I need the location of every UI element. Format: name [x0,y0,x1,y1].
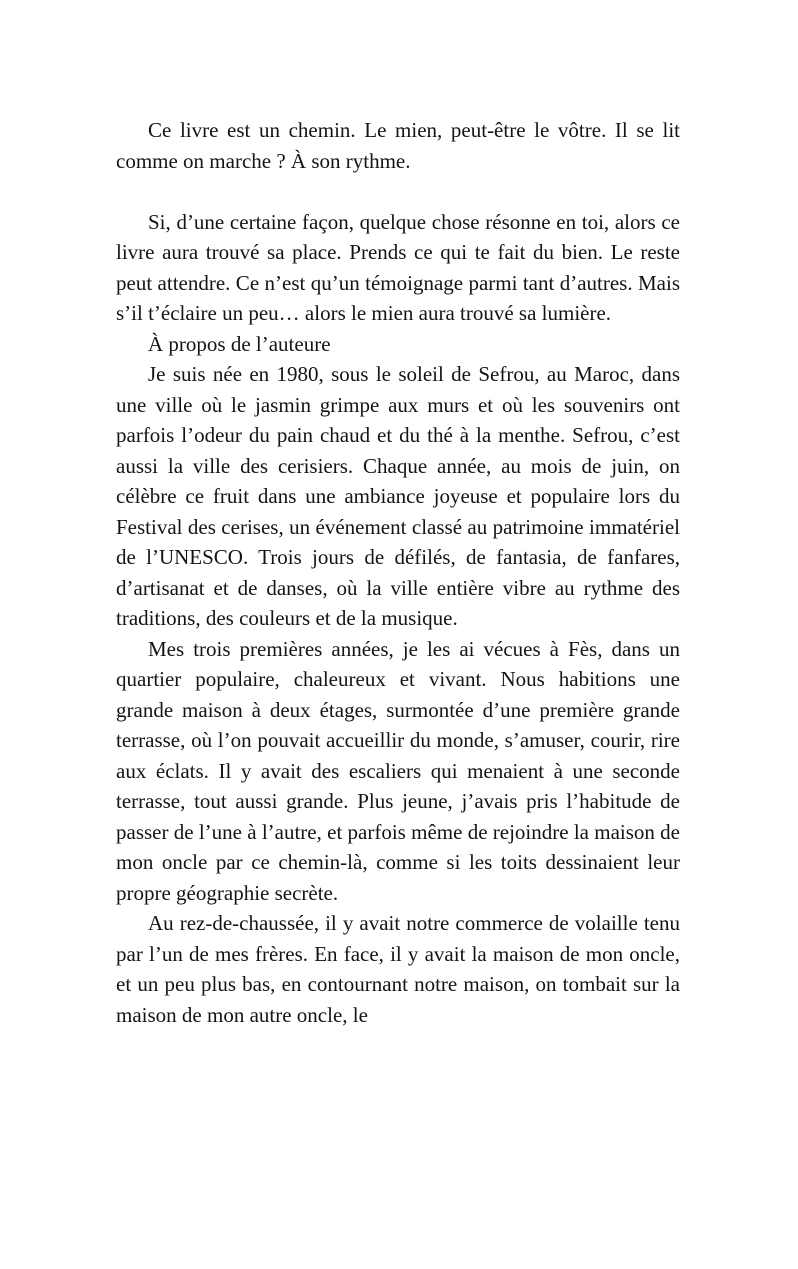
section-heading-about-author: À propos de l’auteure [148,331,331,356]
paragraph-gap [116,176,680,207]
page-text [116,115,680,1030]
paragraph-birth-sefrou: Je suis née en 1980, sous le soleil de Sefrou, au Maroc, dans une ville où le jasmin grimpe aux murs et où les souvenirs ont parfois l’odeur du pain chaud et du thé à la menthe. Sefrou, c’est aussi la ville des cerisiers. Chaque année, au mois de juin, on célèbre ce fruit dans une ambiance joyeuse et populaire lors du Festival des cerises, un événement classé au patrimoine immatériel de l’UNESCO. Trois jours de défilés, de fantasia, de fanfares, d’artisanat et de danses, où la ville entière vibre au rythme des traditions, des couleurs et de la musique. [116,362,680,630]
paragraph-intro: Ce livre est un chemin. Le mien, peut-être le vôtre. Il se lit comme on marche ? À son rythme. [116,118,680,173]
paragraph-ground-floor: Au rez-de-chaussée, il y avait notre commerce de volaille tenu par l’un de mes frères. En face, il y avait la maison de mon oncle, et un peu plus bas, en contournant notre maison, on tombait sur la maison de mon autre oncle, le [116,911,680,1027]
paragraph-resonance: Si, d’une certaine façon, quelque chose résonne en toi, alors ce livre aura trouvé sa place. Prends ce qui te fait du bien. Le reste peut attendre. Ce n’est qu’un témoignage parmi tant d’autres. Mais s’il t’éclaire un peu… alors le mien aura trouvé sa lumière. [116,209,680,325]
paragraph-fes-childhood: Mes trois premières années, je les ai vécues à Fès, dans un quartier populaire, chaleureux et vivant. Nous habitions une grande maison à deux étages, surmontée d’une première grande terrasse, où l’on pouvait accueillir du monde, s’amuser, courir, rire aux éclats. Il y avait des escaliers qui menaient à une seconde terrasse, tout aussi grande. Plus jeune, j’avais pris l’habitude de passer de l’une à l’autre, et parfois même de rejoindre la maison de mon oncle par ce chemin-là, comme si les toits dessinaient leur propre géographie secrète. [116,636,680,905]
